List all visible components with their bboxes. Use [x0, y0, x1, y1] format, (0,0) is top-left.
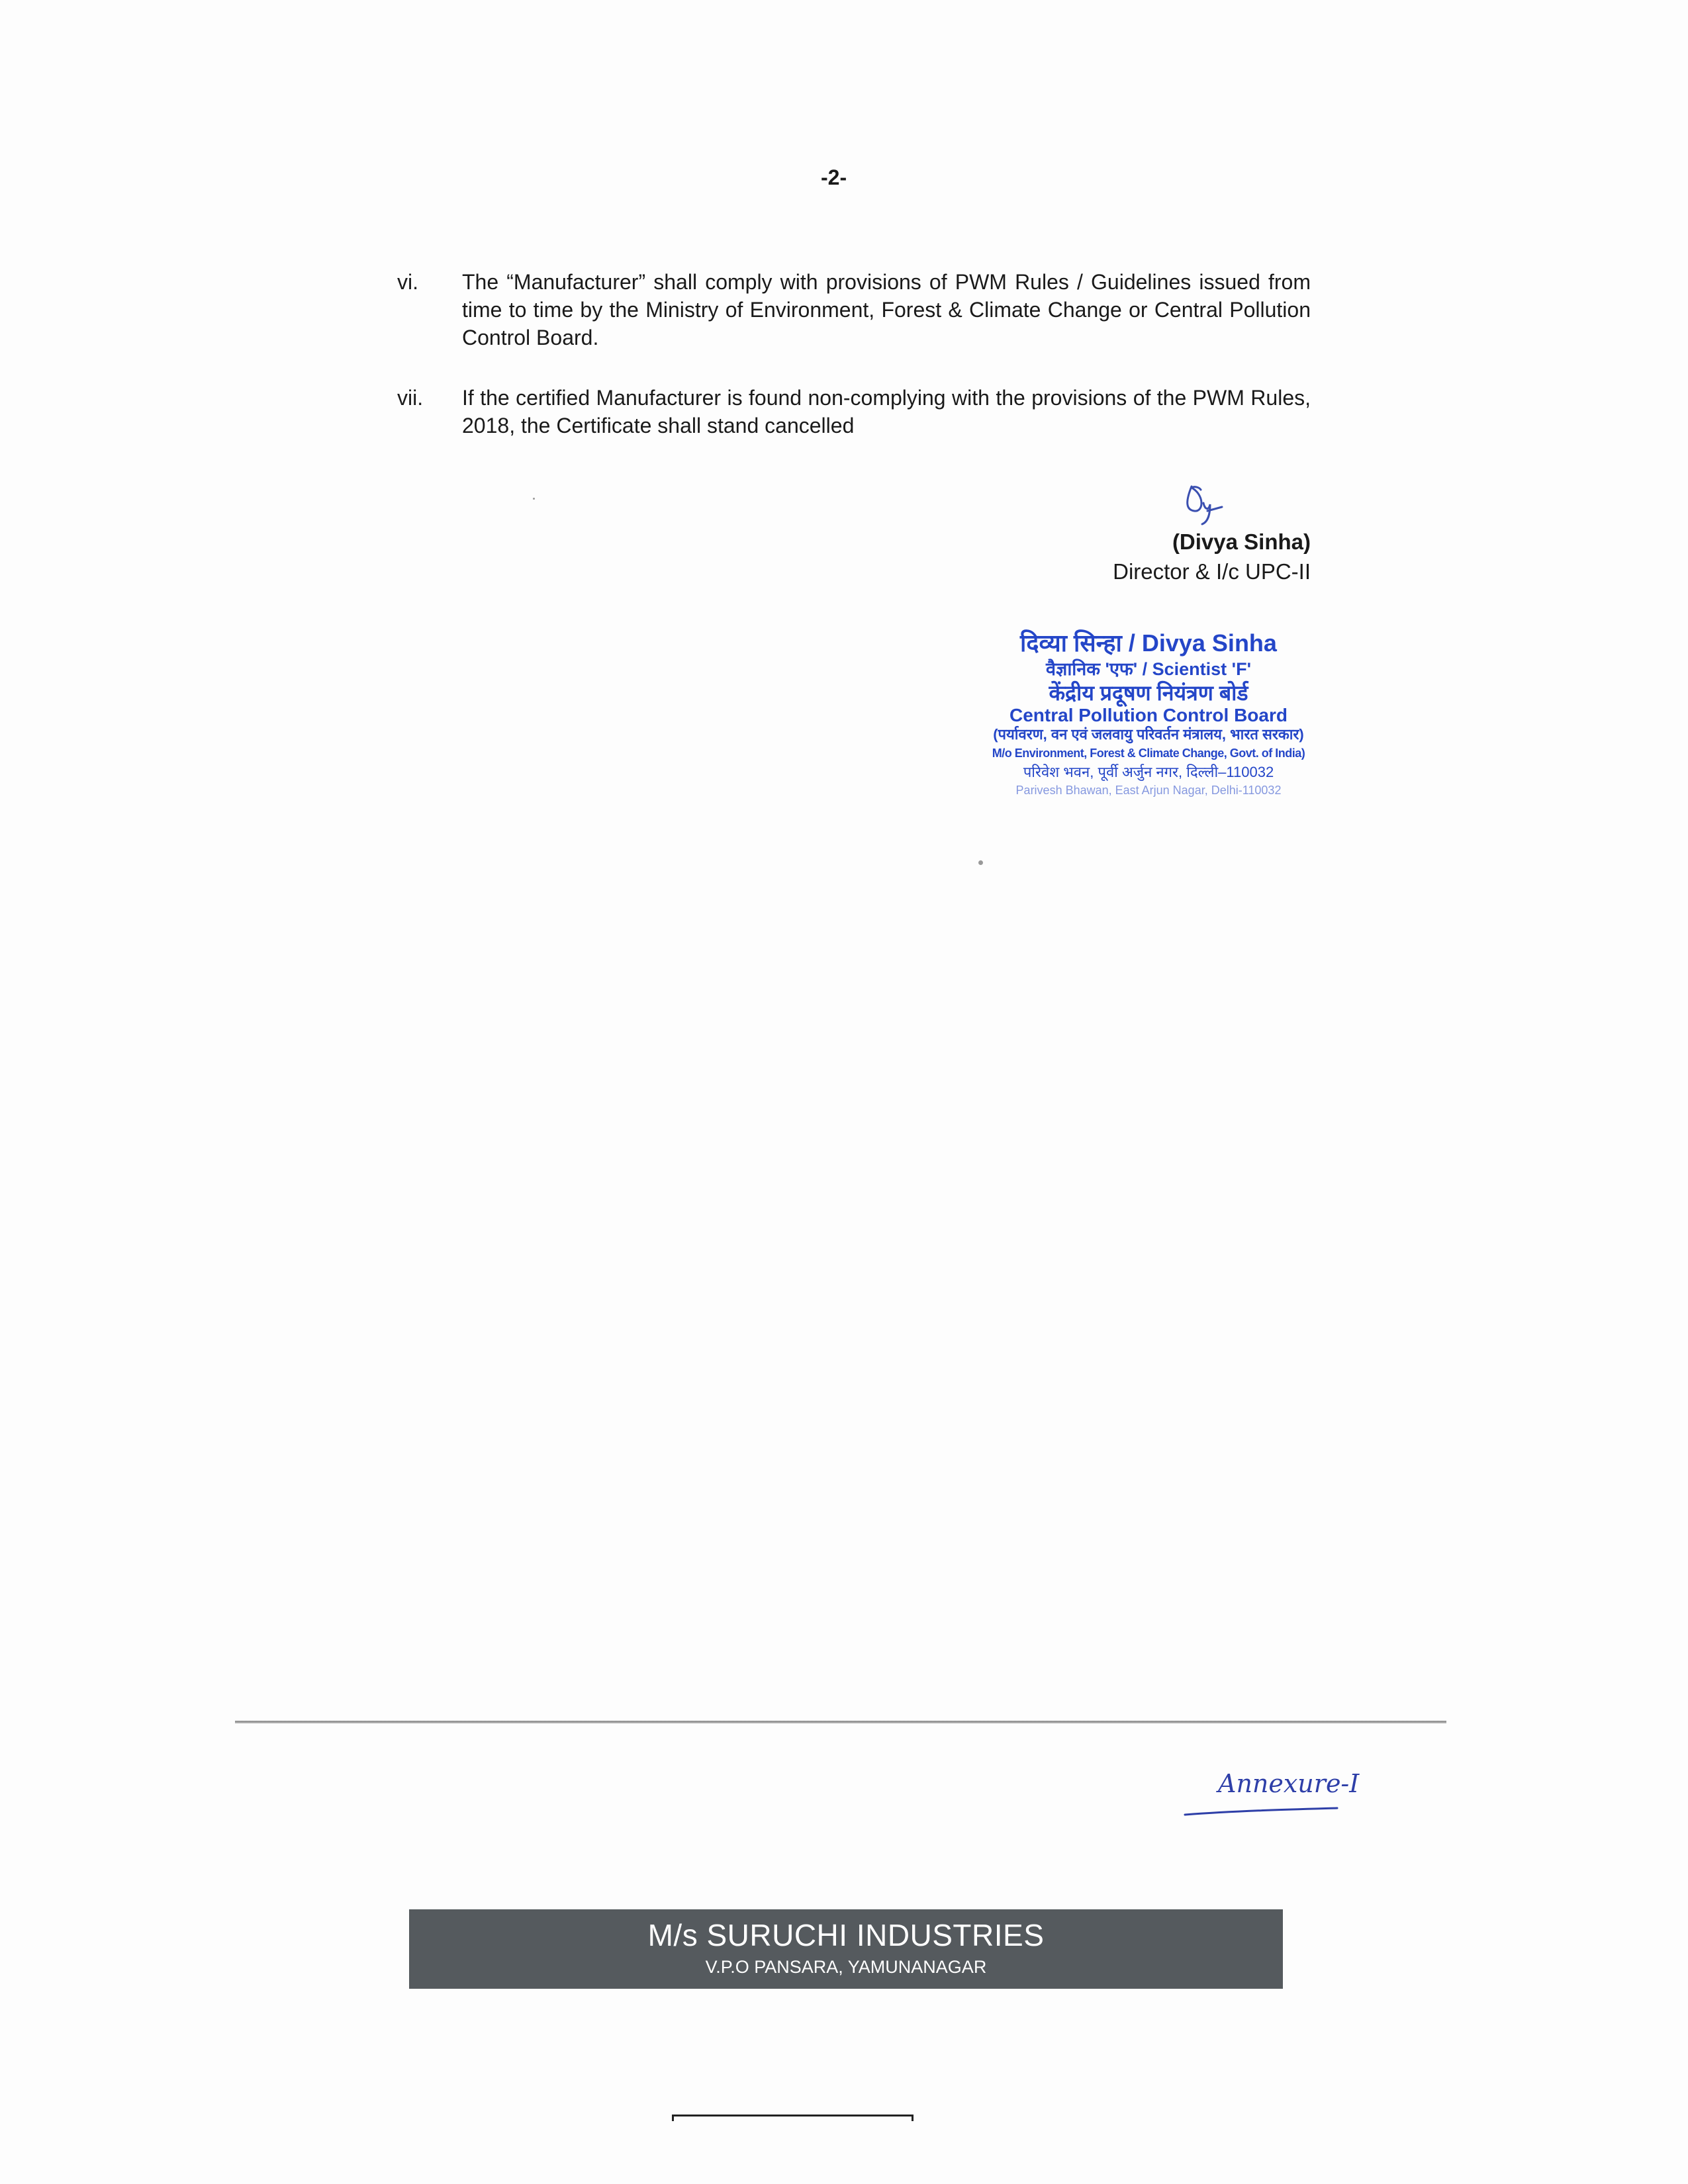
- stamp-ministry-english: M/o Environment, Forest & Climate Change, Govt. of India): [992, 747, 1305, 760]
- signatory-name: (Divya Sinha): [1172, 529, 1311, 554]
- scan-divider: [235, 1721, 1446, 1723]
- company-name: M/s SURUCHI INDUSTRIES: [647, 1918, 1045, 1952]
- clause-text: If the certified Manufacturer is found non-complying with the provisions of the PWM Rules, 2018, the Certificate shall stand cancelled: [462, 386, 1311, 437]
- stamp-ministry-hindi: (पर्यावरण, वन एवं जलवायु परिवर्तन मंत्रालय, भारत सरकार): [993, 726, 1304, 743]
- company-address: V.P.O PANSARA, YAMUNANAGAR: [705, 1957, 987, 1977]
- clause-text: The “Manufacturer” shall comply with provisions of PWM Rules / Guidelines issued from time to time by the Ministry of Environment, Forest & Climate Change or Central Pollution Control Board.: [462, 270, 1311, 349]
- letterhead-banner: [409, 1909, 1283, 1989]
- clause-vi: [397, 268, 1311, 354]
- clause-vii: [397, 384, 1311, 443]
- stamp-designation-line: वैज्ञानिक 'एफ' / Scientist 'F': [1046, 659, 1251, 679]
- handwritten-signature: [1172, 477, 1231, 529]
- stamp-address-english: Parivesh Bhawan, East Arjun Nagar, Delhi-110032: [1015, 784, 1282, 797]
- scan-speck: [533, 498, 535, 500]
- signatory-title: Director & I/c UPC-II: [1113, 559, 1311, 584]
- clause-number: vii.: [397, 386, 424, 410]
- stamp-name-line: दिव्या सिन्हा / Divya Sinha: [1020, 629, 1277, 657]
- annexure-text: Annexure-I: [1218, 1769, 1360, 1798]
- stamp-address-hindi: परिवेश भवन, पूर्वी अर्जुन नगर, दिल्ली–110032: [1023, 764, 1274, 780]
- handwritten-annexure-note: [1178, 1760, 1377, 1827]
- page-number: -2-: [821, 165, 847, 189]
- official-stamp: [986, 629, 1311, 798]
- stamp-organisation-english: Central Pollution Control Board: [1009, 705, 1288, 725]
- stamp-organisation-hindi: केंद्रीय प्रदूषण नियंत्रण बोर्ड: [1049, 681, 1248, 705]
- scan-speck: [978, 860, 983, 865]
- clause-number: vi.: [397, 270, 418, 294]
- bottom-bracket-line: [672, 2115, 914, 2121]
